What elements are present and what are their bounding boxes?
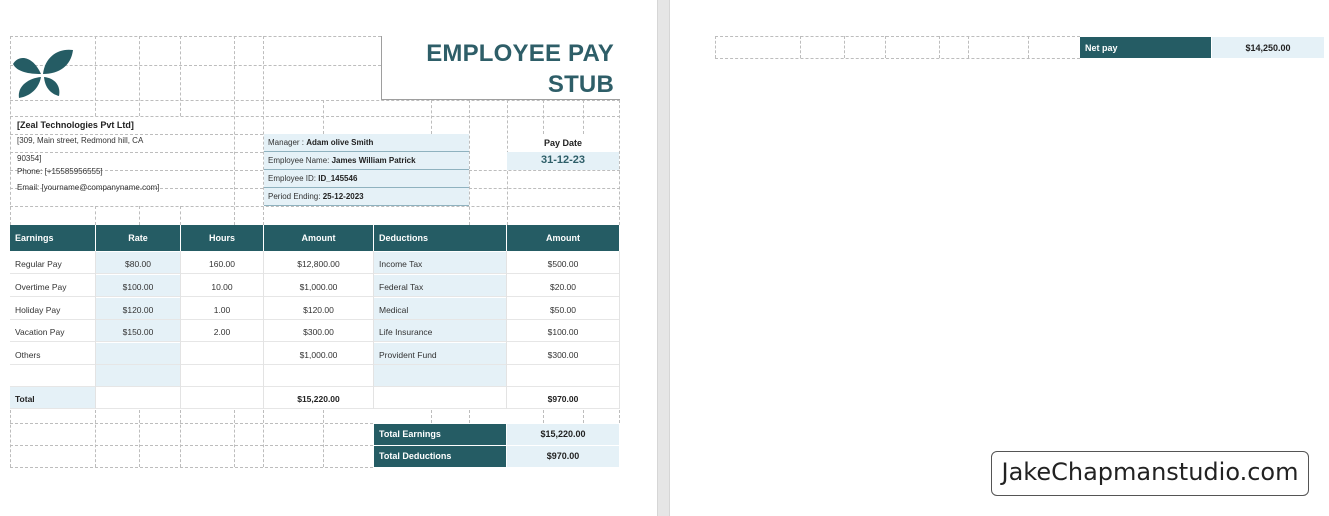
rate-cell <box>96 365 180 387</box>
period-ending-value: 25-12-2023 <box>322 192 364 201</box>
grid-line <box>263 410 264 467</box>
hours-header: Hours <box>181 225 263 251</box>
pay-date-label: Pay Date <box>543 138 583 148</box>
grid-line <box>10 467 373 468</box>
employee-id-field <box>264 170 469 188</box>
earning-label: Overtime Pay <box>10 275 95 297</box>
deductions-header: Deductions <box>374 225 506 251</box>
rate-cell: $100.00 <box>96 275 180 297</box>
company-email: Email: [yourname@companyname.com] <box>17 183 160 192</box>
total-label: Total <box>10 387 95 409</box>
total-deduction-label-cell <box>374 387 506 409</box>
grid-line <box>180 410 181 467</box>
company-phone: Phone: [+15585956555] <box>17 167 103 176</box>
grid-line <box>1028 36 1029 58</box>
employee-id-value: ID_145546 <box>318 174 358 183</box>
grid-line <box>234 410 235 467</box>
period-ending-field <box>264 188 469 206</box>
page-left <box>0 0 657 516</box>
employee-name-label: Employee Name: <box>268 156 332 165</box>
grid-line <box>619 100 620 225</box>
page-right <box>670 0 1329 516</box>
grid-line <box>10 116 620 117</box>
earning-label: Others <box>10 343 95 365</box>
deduction-label: Income Tax <box>374 252 506 274</box>
rate-cell: $120.00 <box>96 298 180 320</box>
grid-line <box>139 206 140 225</box>
grid-line <box>10 134 263 135</box>
hours-cell: 1.00 <box>181 298 263 320</box>
employee-name-value: James William Patrick <box>331 156 416 165</box>
deduction-amount: $500.00 <box>507 252 619 274</box>
deduction-label: Federal Tax <box>374 275 506 297</box>
grid-line <box>180 206 181 225</box>
company-address-line1: [309, Main street, Redmond hill, CA <box>17 136 144 145</box>
grid-line <box>95 36 96 116</box>
company-address-line2: 90354] <box>17 154 42 163</box>
amount-header: Amount <box>264 225 373 251</box>
employee-name-field <box>264 152 469 170</box>
total-rate-cell <box>96 387 180 409</box>
grid-line <box>543 100 544 134</box>
page-gutter <box>657 0 670 516</box>
column-divider <box>619 251 620 409</box>
total-deductions-amount: $970.00 <box>507 387 619 409</box>
grid-line <box>715 58 1080 59</box>
pay-date-value: 31-12-23 <box>507 152 619 170</box>
amount-cell <box>264 365 373 387</box>
grid-line <box>10 445 373 446</box>
deduction-label: Provident Fund <box>374 343 506 365</box>
employee-id-label: Employee ID: <box>268 174 319 183</box>
hours-cell: 160.00 <box>181 252 263 274</box>
grid-line <box>431 410 432 423</box>
deduction-label: Medical <box>374 298 506 320</box>
earning-label: Holiday Pay <box>10 298 95 320</box>
grid-line <box>583 100 584 134</box>
grid-line <box>469 170 620 171</box>
grid-line <box>139 410 140 467</box>
rate-cell: $150.00 <box>96 320 180 342</box>
deduction-amount: $20.00 <box>507 275 619 297</box>
grid-line <box>95 410 96 467</box>
total-deductions-label: Total Deductions <box>374 446 506 467</box>
period-ending-label: Period Ending: <box>268 192 323 201</box>
rate-header: Rate <box>96 225 180 251</box>
page-title-line2: STUB <box>547 71 614 98</box>
grid-line <box>715 36 716 58</box>
grid-line <box>10 100 620 101</box>
total-hours-cell <box>181 387 263 409</box>
grid-line <box>583 410 584 423</box>
deduction-amount: $50.00 <box>507 298 619 320</box>
deduction-label: Life Insurance <box>374 320 506 342</box>
manager-value: Adam olive Smith <box>306 138 374 147</box>
grid-line <box>469 188 620 189</box>
grid-line <box>10 206 620 207</box>
grid-line <box>323 100 324 134</box>
deduction-label <box>374 365 506 387</box>
grid-line <box>469 410 470 423</box>
net-pay-label: Net pay <box>1080 37 1211 58</box>
grid-line <box>844 36 845 58</box>
earning-label: Vacation Pay <box>10 320 95 342</box>
title-box <box>381 36 620 100</box>
hours-cell: 2.00 <box>181 320 263 342</box>
grid-line <box>543 410 544 423</box>
grid-line <box>10 410 11 467</box>
rate-cell: $80.00 <box>96 252 180 274</box>
amount-cell: $120.00 <box>264 298 373 320</box>
grid-line <box>469 100 470 225</box>
total-deductions-value: $970.00 <box>507 446 619 467</box>
hours-cell <box>181 343 263 365</box>
amount-cell: $1,000.00 <box>264 343 373 365</box>
earning-label: Regular Pay <box>10 252 95 274</box>
manager-field <box>264 134 469 152</box>
rate-cell <box>96 343 180 365</box>
deduction-amount: $300.00 <box>507 343 619 365</box>
watermark-text: JakeChapmanstudio.com <box>991 451 1309 496</box>
total-earnings-label: Total Earnings <box>374 424 506 445</box>
earnings-header: Earnings <box>10 225 95 251</box>
net-pay-value: $14,250.00 <box>1212 37 1324 58</box>
earning-label <box>10 365 95 387</box>
grid-line <box>234 36 235 225</box>
deduction-amount <box>507 365 619 387</box>
grid-line <box>800 36 801 58</box>
total-earnings-value: $15,220.00 <box>507 424 619 445</box>
grid-line <box>10 423 373 424</box>
deduction-amount-header: Amount <box>507 225 619 251</box>
grid-line <box>968 36 969 58</box>
total-earnings-amount: $15,220.00 <box>264 387 373 409</box>
butterfly-leaf-logo-icon <box>11 46 75 100</box>
grid-line <box>10 36 381 37</box>
amount-cell: $12,800.00 <box>264 252 373 274</box>
amount-cell: $1,000.00 <box>264 275 373 297</box>
grid-line <box>431 100 432 134</box>
grid-line <box>885 36 886 58</box>
grid-line <box>10 152 263 153</box>
grid-line <box>139 36 140 116</box>
grid-line <box>619 410 620 423</box>
page-title-line1: EMPLOYEE PAY <box>426 40 614 67</box>
grid-line <box>323 410 324 467</box>
manager-label: Manager : <box>268 138 307 147</box>
hours-cell: 10.00 <box>181 275 263 297</box>
company-name: [Zeal Technologies Pvt Ltd] <box>17 120 134 130</box>
amount-cell: $300.00 <box>264 320 373 342</box>
grid-line <box>180 36 181 116</box>
hours-cell <box>181 365 263 387</box>
deduction-amount: $100.00 <box>507 320 619 342</box>
grid-line <box>95 206 96 225</box>
grid-line <box>715 36 1080 37</box>
grid-line <box>939 36 940 58</box>
